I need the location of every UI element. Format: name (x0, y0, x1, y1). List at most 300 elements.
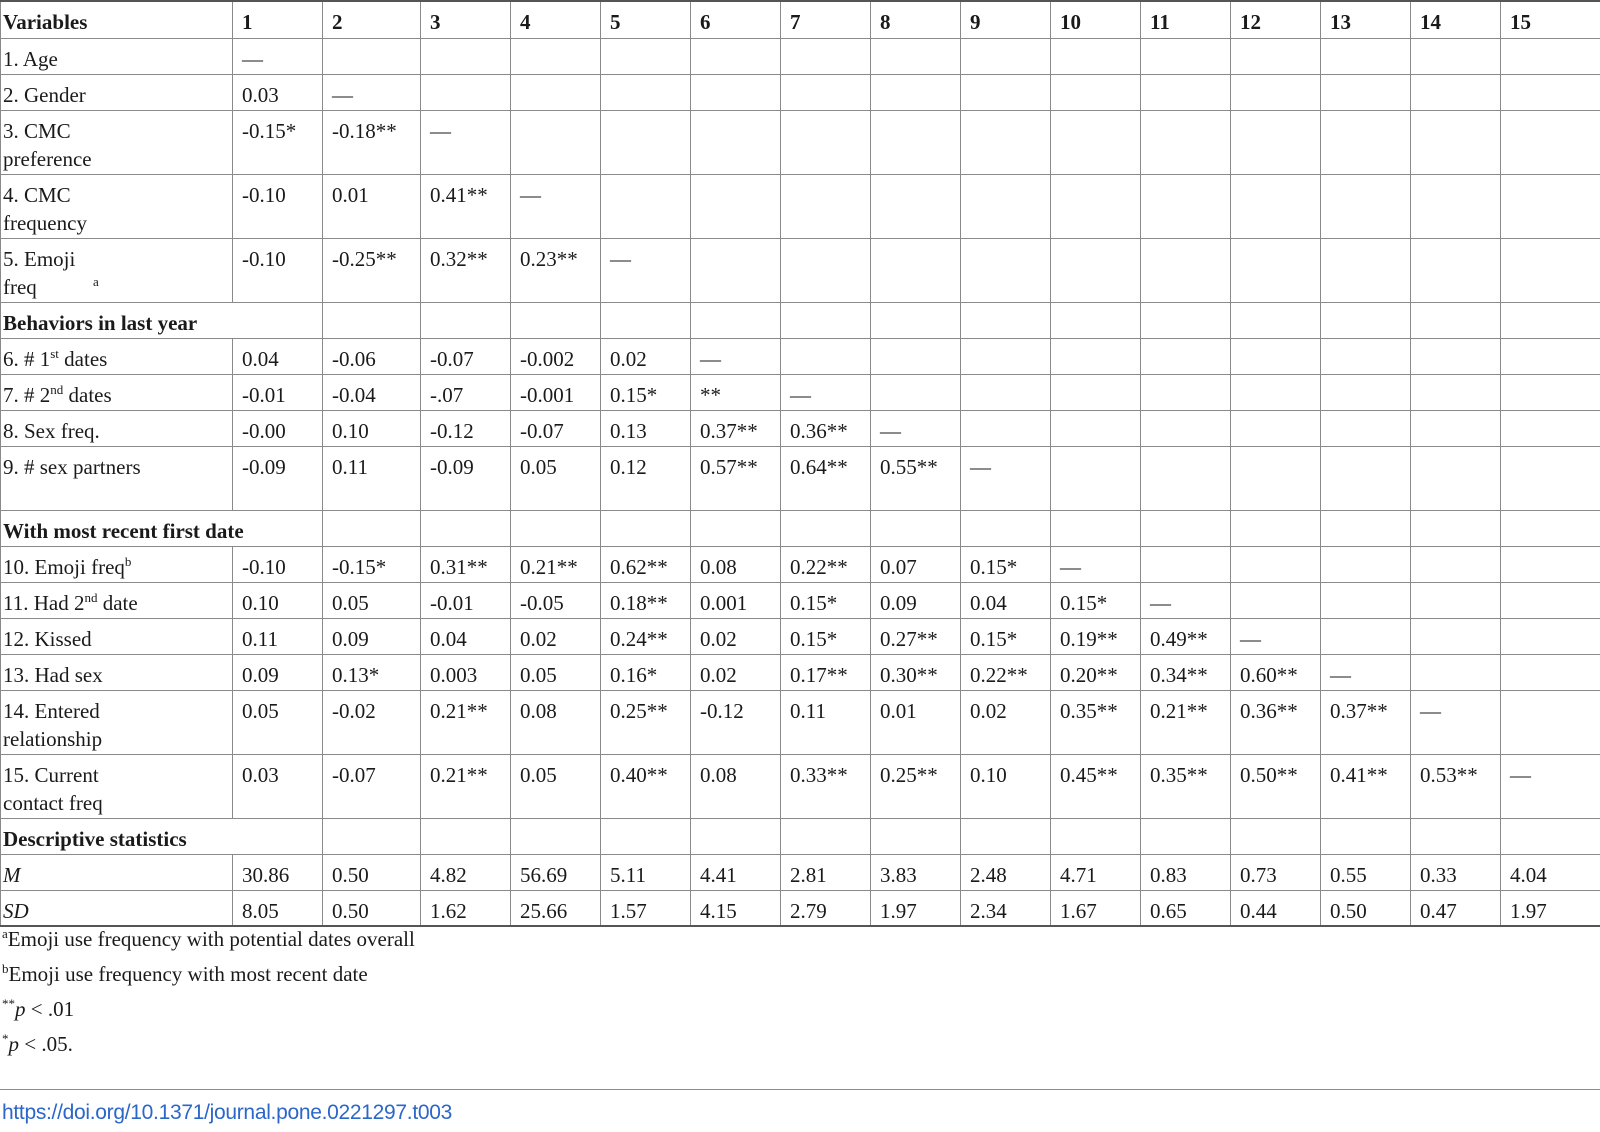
table-footnotes (2, 922, 415, 1062)
table-row (1, 174, 1600, 238)
table-cell (1411, 546, 1501, 582)
section-heading: With most recent first date (1, 510, 323, 546)
footnote (2, 1027, 415, 1062)
table-cell: 0.11 (233, 618, 323, 654)
table-cell (781, 338, 871, 374)
table-cell: 0.36** (781, 410, 871, 446)
table-cell: 0.21** (421, 754, 511, 818)
table-cell: -0.05 (511, 582, 601, 618)
row-label (1, 174, 233, 238)
table-cell (1141, 410, 1231, 446)
table-cell: 0.15* (601, 374, 691, 410)
table-cell (1321, 582, 1411, 618)
row-label-text: 8. Sex freq. (3, 418, 100, 443)
table-cell (961, 74, 1051, 110)
table-cell: -0.12 (421, 410, 511, 446)
table-cell: 0.57** (691, 446, 781, 510)
table-cell (871, 110, 961, 174)
row-label-text: 14. Entered relationship (3, 698, 103, 751)
row-label-text: 2. Gender (3, 82, 86, 107)
table-cell: -0.07 (421, 338, 511, 374)
table-cell: 0.04 (961, 582, 1051, 618)
table-cell: 5.11 (601, 854, 691, 890)
table-cell (1141, 510, 1231, 546)
table-cell: 0.21** (511, 546, 601, 582)
table-cell (1501, 302, 1600, 338)
table-cell (871, 74, 961, 110)
table-row (1, 582, 1600, 618)
row-label-sup: b (124, 553, 132, 569)
row-label-text: 4. CMC frequency (3, 182, 87, 235)
table-cell (1141, 38, 1231, 74)
table-cell: — (1141, 582, 1231, 618)
table-cell: 0.64** (781, 446, 871, 510)
table-cell: 0.55** (871, 446, 961, 510)
table-cell (1141, 238, 1231, 302)
table-cell (1321, 110, 1411, 174)
table-cell (871, 302, 961, 338)
table-cell: 0.37** (691, 410, 781, 446)
table-cell (601, 174, 691, 238)
table-cell: 0.05 (511, 754, 601, 818)
table-cell: 0.33** (781, 754, 871, 818)
table-cell: 0.25** (601, 690, 691, 754)
table-cell (1321, 38, 1411, 74)
row-label (1, 654, 233, 690)
row-label (1, 410, 233, 446)
table-cell (781, 302, 871, 338)
table-cell (1501, 546, 1600, 582)
table-cell (1051, 446, 1141, 510)
table-cell: 4.41 (691, 854, 781, 890)
table-cell (1051, 338, 1141, 374)
row-label (1, 546, 233, 582)
table-cell: 0.01 (323, 174, 421, 238)
row-label (1, 854, 233, 890)
table-cell: 1.97 (871, 890, 961, 926)
table-row (1, 654, 1600, 690)
table-cell: — (1231, 618, 1321, 654)
footnote-p: p (8, 1032, 19, 1056)
table-cell (1411, 654, 1501, 690)
table-cell: -0.04 (323, 374, 421, 410)
table-cell (781, 110, 871, 174)
table-cell (1411, 374, 1501, 410)
table-cell: -0.07 (323, 754, 421, 818)
row-label (1, 110, 233, 174)
table-cell: 0.83 (1141, 854, 1231, 890)
table-cell (421, 510, 511, 546)
table-cell: — (871, 410, 961, 446)
table-cell: 0.11 (323, 446, 421, 510)
table-cell: 1.62 (421, 890, 511, 926)
table-cell: 0.13* (323, 654, 421, 690)
row-label (1, 446, 233, 510)
table-cell: 2.79 (781, 890, 871, 926)
footnote-marker: ** (2, 996, 15, 1011)
row-label-text: 3. CMC preference (3, 118, 92, 171)
row-label (1, 754, 233, 818)
table-cell: 30.86 (233, 854, 323, 890)
table-cell: 0.15* (781, 582, 871, 618)
table-cell: — (1501, 754, 1600, 818)
table-cell (781, 510, 871, 546)
table-cell (511, 302, 601, 338)
table-cell: 0.47 (1411, 890, 1501, 926)
table-cell (1231, 510, 1321, 546)
row-label (1, 374, 233, 410)
table-cell: 0.02 (511, 618, 601, 654)
table-cell: 0.40** (601, 754, 691, 818)
table-cell: -0.09 (421, 446, 511, 510)
table-cell (1231, 174, 1321, 238)
table-cell: — (233, 38, 323, 74)
table-cell (781, 74, 871, 110)
table-cell (691, 174, 781, 238)
footnote-marker: * (2, 1031, 9, 1046)
table-row (1, 410, 1600, 446)
table-cell (1051, 510, 1141, 546)
table-cell (1501, 690, 1600, 754)
table-cell (323, 818, 421, 854)
table-cell: 0.24** (601, 618, 691, 654)
header-col-8: 8 (871, 1, 961, 38)
section-row (1, 302, 1600, 338)
table-cell (421, 74, 511, 110)
table-row (1, 338, 1600, 374)
table-cell (1231, 582, 1321, 618)
table-cell (511, 74, 601, 110)
table-cell: — (421, 110, 511, 174)
header-col-6: 6 (691, 1, 781, 38)
table-cell (1051, 110, 1141, 174)
table-cell (961, 174, 1051, 238)
table-cell (1501, 818, 1600, 854)
row-label (1, 74, 233, 110)
header-col-7: 7 (781, 1, 871, 38)
table-cell (1501, 582, 1600, 618)
table-cell: — (1051, 546, 1141, 582)
row-label-text: 13. Had sex (3, 662, 103, 687)
table-cell: -0.002 (511, 338, 601, 374)
table-row (1, 38, 1600, 74)
footnote-text: Emoji use frequency with most recent date (8, 962, 368, 986)
table-cell: 0.37** (1321, 690, 1411, 754)
table-cell (691, 110, 781, 174)
row-label-suffix: dates (58, 346, 108, 371)
table-cell (871, 338, 961, 374)
table-cell: -0.25** (323, 238, 421, 302)
table-cell: 0.30** (871, 654, 961, 690)
table-cell (1141, 74, 1231, 110)
table-cell (1411, 338, 1501, 374)
table-cell (1321, 410, 1411, 446)
table-cell (691, 74, 781, 110)
table-cell: 0.65 (1141, 890, 1231, 926)
table-cell: ** (691, 374, 781, 410)
table-cell (421, 818, 511, 854)
table-cell: -0.10 (233, 238, 323, 302)
table-cell: 4.04 (1501, 854, 1600, 890)
row-label-text: SD (3, 898, 29, 923)
table-cell: -0.10 (233, 546, 323, 582)
table-cell: 0.33 (1411, 854, 1501, 890)
row-label-text: 7. # 2 (3, 382, 51, 407)
table-cell (601, 302, 691, 338)
header-col-9: 9 (961, 1, 1051, 38)
table-cell (1231, 546, 1321, 582)
table-cell (691, 238, 781, 302)
footnote (2, 957, 415, 992)
table-cell: 0.15* (961, 546, 1051, 582)
table-cell: 0.08 (691, 754, 781, 818)
table-cell: 0.08 (691, 546, 781, 582)
table-cell: -.07 (421, 374, 511, 410)
table-cell (871, 38, 961, 74)
table-cell (1231, 374, 1321, 410)
table-cell (323, 302, 421, 338)
table-cell: 0.02 (601, 338, 691, 374)
table-cell: 0.09 (323, 618, 421, 654)
row-label (1, 582, 233, 618)
row-label (1, 890, 233, 926)
header-col-4: 4 (511, 1, 601, 38)
table-cell (1231, 238, 1321, 302)
section-heading: Descriptive statistics (1, 818, 323, 854)
table-cell: 2.81 (781, 854, 871, 890)
table-cell (1231, 446, 1321, 510)
header-col-1: 1 (233, 1, 323, 38)
table-cell (1231, 410, 1321, 446)
table-cell: -0.001 (511, 374, 601, 410)
table-cell (781, 174, 871, 238)
table-cell (1501, 410, 1600, 446)
table-cell: 0.12 (601, 446, 691, 510)
table-cell (961, 510, 1051, 546)
table-body (1, 1, 1600, 926)
table-cell (1501, 38, 1600, 74)
table-cell (871, 510, 961, 546)
table-cell (1051, 38, 1141, 74)
table-cell: — (1411, 690, 1501, 754)
table-cell (1321, 818, 1411, 854)
table-cell (421, 302, 511, 338)
table-row (1, 110, 1600, 174)
table-cell: 1.97 (1501, 890, 1600, 926)
table-cell (1411, 618, 1501, 654)
table-cell: 8.05 (233, 890, 323, 926)
table-cell (1501, 238, 1600, 302)
table-cell (511, 38, 601, 74)
table-cell: 0.18** (601, 582, 691, 618)
table-cell (1051, 238, 1141, 302)
row-label-text: 5. Emoji freq (3, 246, 76, 299)
table-row (1, 754, 1600, 818)
table-cell: 0.50** (1231, 754, 1321, 818)
table-cell: 0.001 (691, 582, 781, 618)
table-cell (1321, 338, 1411, 374)
section-row (1, 818, 1600, 854)
table-cell (1501, 174, 1600, 238)
table-cell (961, 110, 1051, 174)
table-cell: 0.13 (601, 410, 691, 446)
table-cell: -0.09 (233, 446, 323, 510)
footnote-marker: b (2, 961, 9, 976)
table-cell: 0.21** (1141, 690, 1231, 754)
table-cell: — (323, 74, 421, 110)
table-cell: — (511, 174, 601, 238)
table-cell: 0.03 (233, 74, 323, 110)
table-cell: 2.34 (961, 890, 1051, 926)
table-cell (601, 38, 691, 74)
table-cell (1231, 74, 1321, 110)
table-cell: -0.06 (323, 338, 421, 374)
table-cell (1411, 238, 1501, 302)
table-cell: 0.35** (1141, 754, 1231, 818)
table-cell: 0.11 (781, 690, 871, 754)
table-cell: 0.22** (961, 654, 1051, 690)
row-label-sup: nd (50, 381, 64, 397)
footnote (2, 922, 415, 957)
doi-link[interactable]: https://doi.org/10.1371/journal.pone.0221297.t003 (2, 1101, 453, 1124)
table-cell: 0.41** (421, 174, 511, 238)
table-cell (1231, 818, 1321, 854)
footnote-p: p (15, 997, 26, 1021)
table-cell: 0.16* (601, 654, 691, 690)
table-cell (961, 38, 1051, 74)
row-label-suffix: date (97, 590, 138, 615)
table-cell (601, 510, 691, 546)
table-cell: 0.01 (871, 690, 961, 754)
table-cell (511, 510, 601, 546)
table-cell: — (961, 446, 1051, 510)
table-row (1, 446, 1600, 510)
table-cell (1231, 38, 1321, 74)
table-cell (961, 238, 1051, 302)
table-cell: 0.05 (233, 690, 323, 754)
table-cell: 0.02 (691, 618, 781, 654)
row-label-sup: st (50, 345, 59, 361)
table-cell (1141, 174, 1231, 238)
row-label (1, 618, 233, 654)
table-cell (1411, 510, 1501, 546)
table-row (1, 74, 1600, 110)
table-cell (1141, 302, 1231, 338)
header-col-2: 2 (323, 1, 421, 38)
table-cell: 0.22** (781, 546, 871, 582)
table-cell: 0.23** (511, 238, 601, 302)
table-cell (601, 110, 691, 174)
row-label (1, 338, 233, 374)
table-cell: 0.10 (961, 754, 1051, 818)
table-cell (871, 818, 961, 854)
table-cell (781, 238, 871, 302)
row-label-text: 1. Age (3, 46, 58, 71)
table-cell (1411, 446, 1501, 510)
table-cell (961, 374, 1051, 410)
table-cell: 0.41** (1321, 754, 1411, 818)
row-label (1, 38, 233, 74)
table-cell (1141, 338, 1231, 374)
table-cell: 0.09 (233, 654, 323, 690)
table-row (1, 238, 1600, 302)
table-cell: 0.05 (511, 446, 601, 510)
table-cell: 0.25** (871, 754, 961, 818)
table-cell: 0.15* (961, 618, 1051, 654)
table-cell (1141, 818, 1231, 854)
table-cell: -0.01 (233, 374, 323, 410)
table-cell (1321, 446, 1411, 510)
row-label-suffix: dates (63, 382, 112, 407)
section-row (1, 510, 1600, 546)
table-cell: 0.55 (1321, 854, 1411, 890)
footnote-marker: a (2, 926, 8, 941)
table-cell: -0.01 (421, 582, 511, 618)
table-cell (1501, 338, 1600, 374)
table-cell: -0.02 (323, 690, 421, 754)
table-cell (323, 38, 421, 74)
table-cell: 0.31** (421, 546, 511, 582)
table-cell: -0.15* (323, 546, 421, 582)
table-cell (961, 818, 1051, 854)
table-cell: 0.17** (781, 654, 871, 690)
table-cell: 4.15 (691, 890, 781, 926)
header-col-13: 13 (1321, 1, 1411, 38)
table-cell: 0.15* (781, 618, 871, 654)
table-cell: 3.83 (871, 854, 961, 890)
table-cell (511, 110, 601, 174)
table-cell (1321, 238, 1411, 302)
table-cell (1501, 74, 1600, 110)
table-cell (691, 302, 781, 338)
table-cell: -0.10 (233, 174, 323, 238)
table-cell (1501, 374, 1600, 410)
table-cell (1411, 38, 1501, 74)
table-cell (1141, 374, 1231, 410)
header-variables: Variables (1, 1, 233, 38)
table-cell: -0.07 (511, 410, 601, 446)
table-cell: 0.09 (871, 582, 961, 618)
table-row (1, 618, 1600, 654)
row-label-text: 11. Had 2 (3, 590, 85, 615)
table-cell: -0.00 (233, 410, 323, 446)
table-cell (871, 374, 961, 410)
table-cell (1411, 818, 1501, 854)
header-col-3: 3 (421, 1, 511, 38)
table-cell (1321, 74, 1411, 110)
table-cell (1051, 374, 1141, 410)
table-cell (1051, 818, 1141, 854)
table-cell: 25.66 (511, 890, 601, 926)
table-cell: — (601, 238, 691, 302)
table-cell: 0.21** (421, 690, 511, 754)
table-cell: 0.34** (1141, 654, 1231, 690)
table-cell: — (781, 374, 871, 410)
table-cell (1051, 174, 1141, 238)
table-cell: 0.35** (1051, 690, 1141, 754)
table-cell (1501, 654, 1600, 690)
table-row (1, 854, 1600, 890)
table-row (1, 546, 1600, 582)
table-cell: 0.04 (233, 338, 323, 374)
table-cell: 0.003 (421, 654, 511, 690)
footnote-text: < .05. (19, 1032, 73, 1056)
table-cell: 0.44 (1231, 890, 1321, 926)
row-label-text: M (3, 862, 21, 887)
table-cell (1501, 618, 1600, 654)
row-label-sup: nd (84, 589, 98, 605)
table-cell: 0.50 (1321, 890, 1411, 926)
